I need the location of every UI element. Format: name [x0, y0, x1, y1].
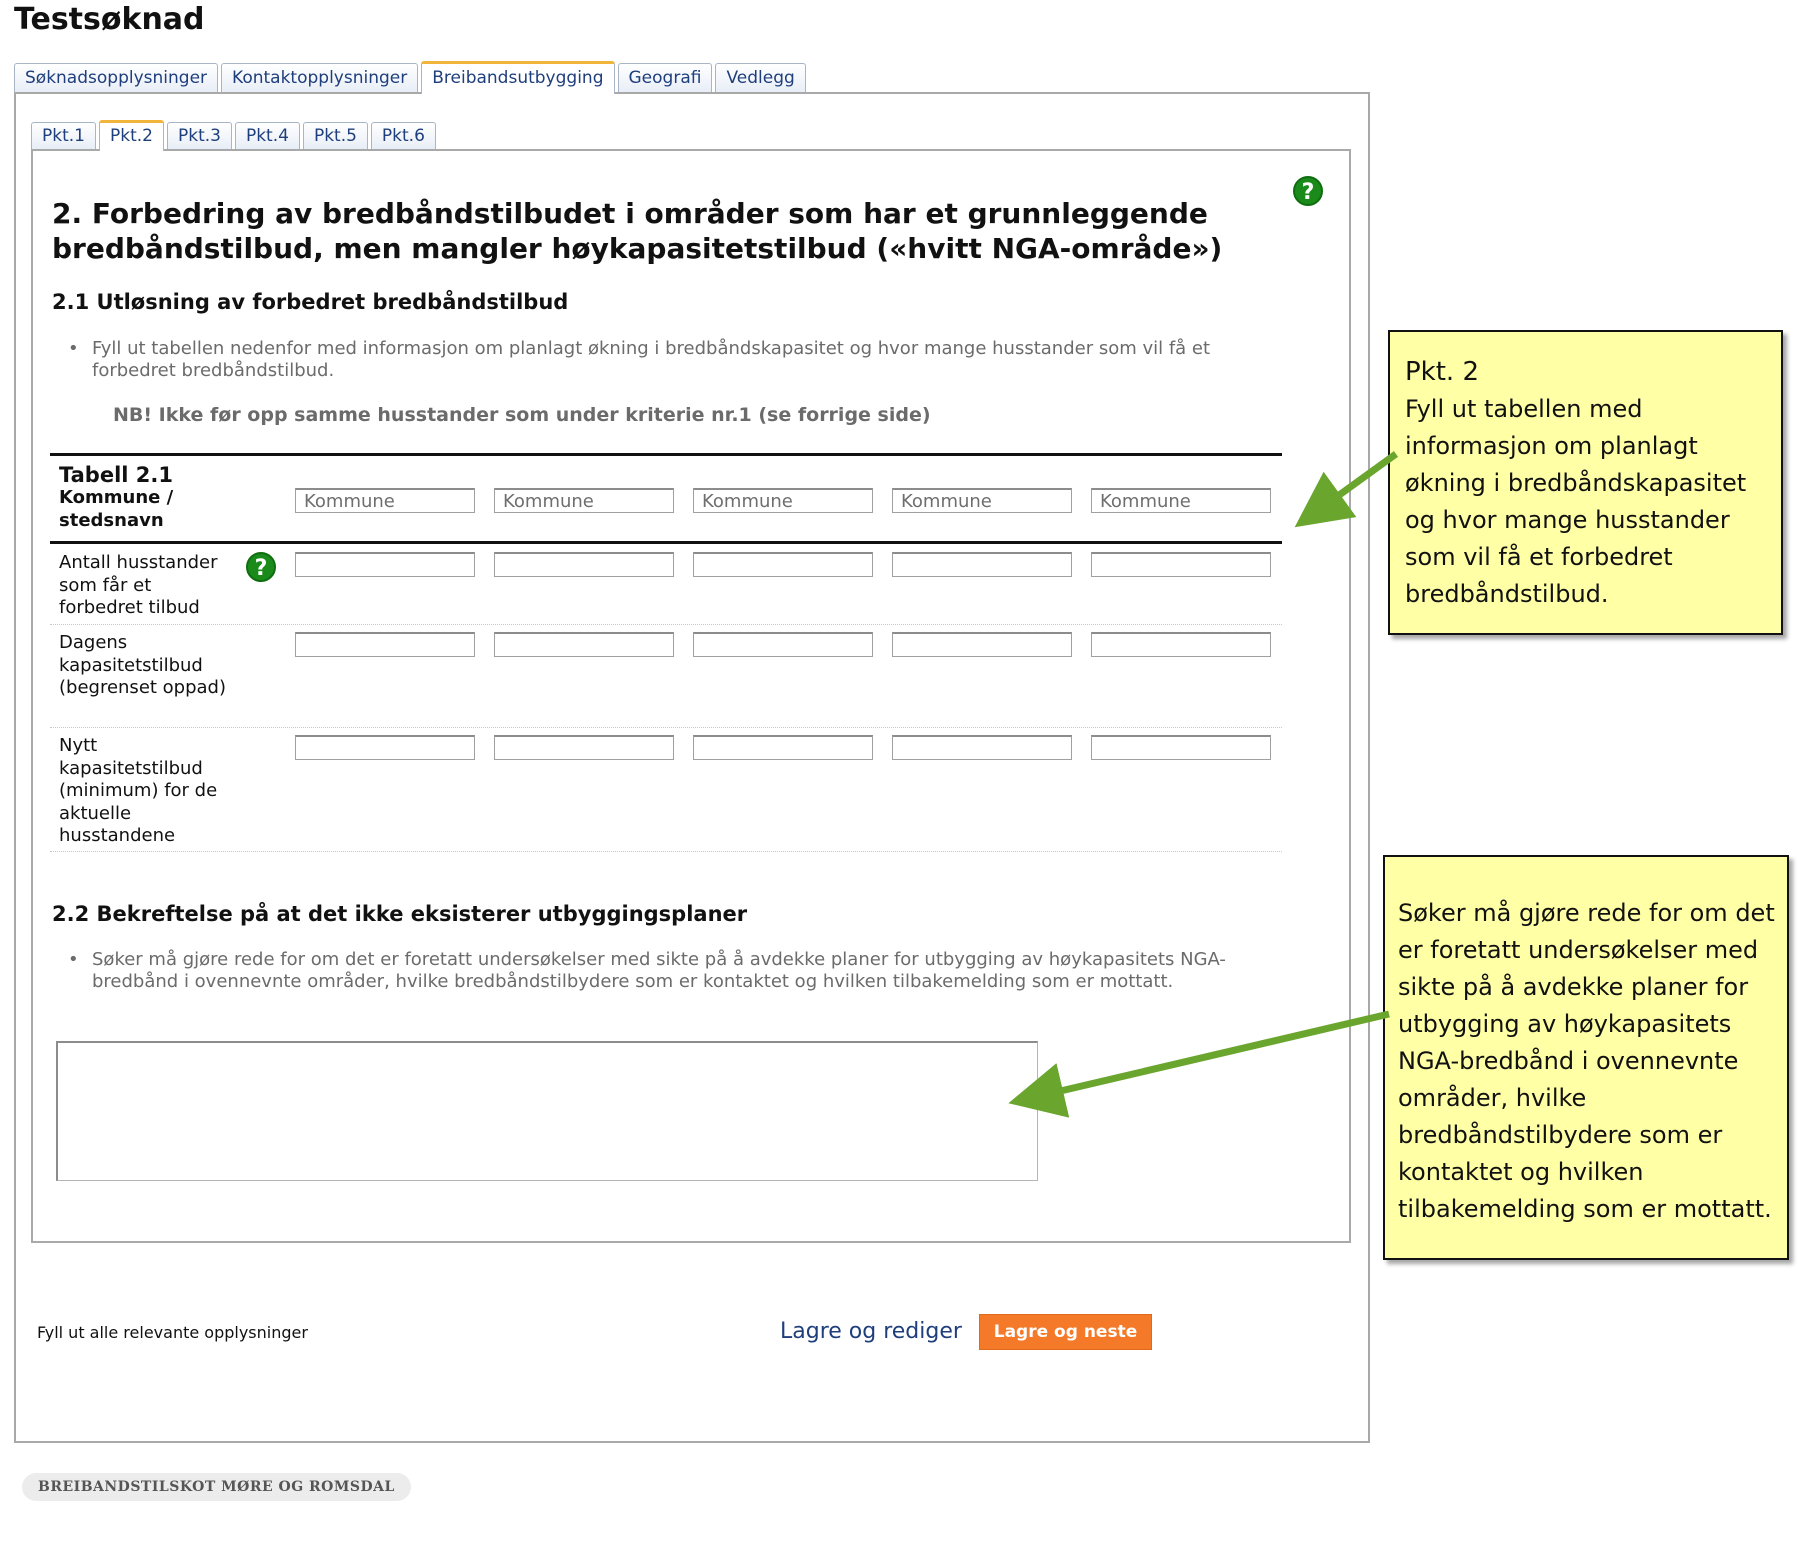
dagens-input-2[interactable]: [494, 632, 674, 657]
nytt-input-3[interactable]: [693, 735, 873, 760]
help-icon[interactable]: ?: [246, 552, 276, 582]
row-label-nytt: Nytt kapasitetstilbud (minimum) for de aktuelle husstandene: [59, 735, 218, 846]
save-and-edit-link[interactable]: Lagre og rediger: [780, 1319, 962, 1344]
footer-hint: Fyll ut alle relevante opplysninger: [37, 1323, 308, 1342]
kommune-input-1[interactable]: [295, 488, 475, 513]
save-and-next-button[interactable]: Lagre og neste: [979, 1314, 1152, 1350]
antall-input-3[interactable]: [693, 552, 873, 577]
subtab-pkt5[interactable]: Pkt.5: [303, 122, 368, 149]
table-subtitle: Kommune / stedsnavn: [59, 487, 174, 531]
section-heading: 2. Forbedring av bredbåndstilbudet i områder som har et grunnleggende bredbåndstilbud, men mangler høykapasitetstilbud («hvitt NGA-område»): [52, 197, 1223, 265]
table-header-rule: [50, 541, 1282, 544]
row-divider: [50, 624, 1282, 625]
nb-warning: NB! Ikke før opp samme husstander som under kriterie nr.1 (se forrige side): [113, 404, 931, 426]
subsection-heading-2-2: 2.2 Bekreftelse på at det ikke eksisterer utbyggingsplaner: [52, 902, 748, 926]
page-title: Testsøknad: [14, 2, 205, 37]
tab-vedlegg[interactable]: Vedlegg: [715, 63, 805, 92]
kommune-input-2[interactable]: [494, 488, 674, 513]
dagens-input-4[interactable]: [892, 632, 1072, 657]
subtab-pkt2[interactable]: Pkt.2: [99, 120, 164, 151]
antall-input-5[interactable]: [1091, 552, 1271, 577]
row-label-antall: Antall husstander som får et forbedret tilbud: [59, 552, 218, 618]
kommune-input-4[interactable]: [892, 488, 1072, 513]
subtab-pkt1[interactable]: Pkt.1: [31, 122, 96, 149]
antall-input-1[interactable]: [295, 552, 475, 577]
subsection-heading-2-1: 2.1 Utløsning av forbedret bredbåndstilbud: [52, 290, 569, 314]
nytt-input-4[interactable]: [892, 735, 1072, 760]
dagens-input-5[interactable]: [1091, 632, 1271, 657]
row-divider: [50, 727, 1282, 728]
callout-note-pkt2: [1388, 330, 1783, 635]
nytt-input-2[interactable]: [494, 735, 674, 760]
subtab-pkt6[interactable]: Pkt.6: [371, 122, 436, 149]
antall-input-2[interactable]: [494, 552, 674, 577]
callout-title: Pkt. 2: [1405, 357, 1480, 387]
antall-input-4[interactable]: [892, 552, 1072, 577]
instruction-bullet-2-2: • Søker må gjøre rede for om det er foretatt undersøkelser med sikte på å avdekke planer for utbygging av høykapasitets NGA-bredbånd i ovennevnte områder, hvilke bredbåndstilbydere som er kontaktet og hvilken tilbakemelding som er mottatt.: [92, 949, 1282, 993]
main-tabs: [14, 63, 809, 93]
subtab-pkt4[interactable]: Pkt.4: [235, 122, 300, 149]
row-divider: [50, 851, 1282, 852]
dagens-input-3[interactable]: [693, 632, 873, 657]
kommune-input-5[interactable]: [1091, 488, 1271, 513]
help-icon[interactable]: ?: [1293, 176, 1323, 206]
nytt-input-1[interactable]: [295, 735, 475, 760]
subtab-pkt3[interactable]: Pkt.3: [167, 122, 232, 149]
callout-note-utbyggingsplaner: [1383, 855, 1789, 1260]
kommune-input-3[interactable]: [693, 488, 873, 513]
utbyggingsplaner-textarea[interactable]: [56, 1041, 1038, 1181]
tab-soknadsopplysninger[interactable]: Søknadsopplysninger: [14, 63, 218, 92]
tab-breibandsutbygging[interactable]: Breibandsutbygging: [421, 61, 614, 94]
sub-tabs: [31, 122, 439, 150]
instruction-bullet-2-1: • Fyll ut tabellen nedenfor med informasjon om planlagt økning i bredbåndskapasitet og hvor mange husstander som vil få et forbedret bredbåndstilbud.: [92, 338, 1282, 382]
table-header-label: [59, 464, 234, 532]
tab-kontaktopplysninger[interactable]: Kontaktopplysninger: [221, 63, 418, 92]
row-label-dagens: Dagens kapasitetstilbud (begrenset oppad): [59, 632, 227, 698]
table-title: Tabell 2.1: [59, 463, 173, 487]
callout-text: Fyll ut tabellen med informasjon om planlagt økning i bredbåndskapasitet og hvor mange husstander som vil få et forbedret bredbåndstilbud.: [1405, 395, 1747, 608]
tab-geografi[interactable]: Geografi: [618, 63, 713, 92]
brand-badge: BREIBANDSTILSKOT MØRE OG ROMSDAL: [22, 1473, 411, 1501]
dagens-input-1[interactable]: [295, 632, 475, 657]
nytt-input-5[interactable]: [1091, 735, 1271, 760]
callout-text: Søker må gjøre rede for om det er foretatt undersøkelser med sikte på å avdekke planer for utbygging av høykapasitets NGA-bredbånd i ovennevnte områder, hvilke bredbåndstilbydere som er kontaktet og hvilken tilbakemelding som er mottatt.: [1398, 899, 1775, 1223]
table-top-rule: [50, 453, 1282, 456]
